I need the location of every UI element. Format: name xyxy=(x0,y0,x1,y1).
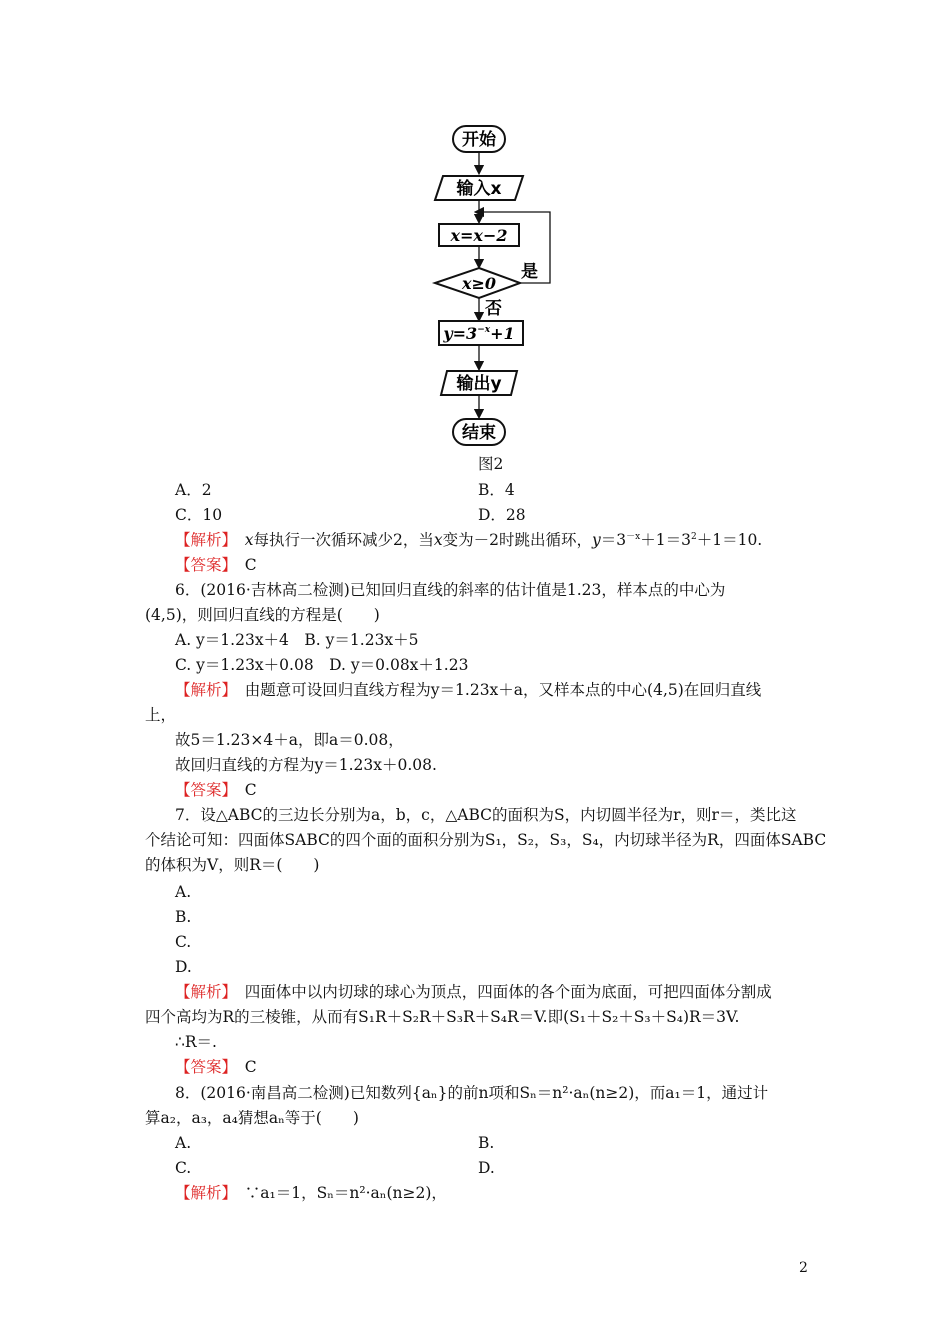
analysis-tag: 【解析】 xyxy=(175,983,230,1001)
q5-option-d: D．28 xyxy=(478,506,526,524)
q7-analysis-line2: 四个高均为R的三棱锥，从而有S₁R＋S₂R＋S₃R＋S₄R＝V.即(S₁＋S₂＋S₃＋S₄)R＝3V. xyxy=(145,1008,740,1026)
q7-stem-line2: 个结论可知：四面体SABC的四个面的面积分别为S₁，S₂，S₃，S₄，内切球半径为R，四面体SABC xyxy=(145,831,827,849)
answer-tag: 【答案】 xyxy=(175,556,230,574)
q5-option-a: A．2 xyxy=(175,481,212,499)
q8-analysis-line1: 【解析】 ∵a₁＝1，Sₙ＝n²·aₙ(n≥2)， xyxy=(175,1184,447,1202)
q7-analysis-line1: 【解析】 四面体中以内切球的球心为顶点，四面体的各个面为底面，可把四面体分割成 xyxy=(175,983,772,1001)
end-label: 结束 xyxy=(462,423,496,443)
q7-option-a: A. xyxy=(175,883,192,901)
figure-caption: 图2 xyxy=(478,455,504,473)
q6-options-ab: A. y＝1.23x＋4 B. y＝1.23x＋5 xyxy=(175,631,419,649)
q7-analysis-line3: ∴R＝. xyxy=(175,1033,217,1051)
formula-label: $y=3^{-x}+1$ xyxy=(443,324,515,343)
q6-analysis-line4: 故回归直线的方程为y＝1.23x＋0.08. xyxy=(175,756,437,774)
q5-option-c: C．10 xyxy=(175,506,223,524)
q7-stem-line3: 的体积为V，则R＝( ) xyxy=(145,856,320,874)
yes-label: 是 xyxy=(521,262,538,282)
q8-option-b: B. xyxy=(478,1134,495,1152)
process-label: x=x−2 xyxy=(450,226,508,245)
answer-tag: 【答案】 xyxy=(175,1058,230,1076)
q7-stem-line1: 7．设△ABC的三边长分别为a，b，c，△ABC的面积为S，内切圆半径为r，则r＝，类比这 xyxy=(175,806,797,824)
q8-stem-line1: 8．(2016·南昌高二检测)已知数列{aₙ}的前n项和Sₙ＝n²·aₙ(n≥2)，而a₁＝1，通过计 xyxy=(175,1084,769,1102)
q6-analysis-line1: 【解析】 由题意可设回归直线方程为y＝1.23x＋a，又样本点的中心(4,5)在回归直线 xyxy=(175,681,762,699)
analysis-tag: 【解析】 xyxy=(175,681,230,699)
q6-stem-line2: (4,5)，则回归直线的方程是( ) xyxy=(145,606,380,624)
page-number: 2 xyxy=(799,1260,808,1276)
q7-option-d: D. xyxy=(175,958,192,976)
flowchart xyxy=(425,118,565,453)
q6-answer: 【答案】 C xyxy=(175,781,257,799)
input-label: 输入x xyxy=(456,179,502,199)
q6-analysis-line2: 上， xyxy=(145,706,177,724)
q8-option-d: D. xyxy=(478,1159,495,1177)
no-label: 否 xyxy=(485,299,502,319)
q6-options-cd: C. y＝1.23x＋0.08 D. y＝0.08x＋1.23 xyxy=(175,656,469,674)
analysis-tag: 【解析】 xyxy=(175,531,230,549)
q7-option-c: C. xyxy=(175,933,192,951)
q8-option-a: A. xyxy=(175,1134,192,1152)
q5-answer: 【答案】 C xyxy=(175,556,257,574)
q5-analysis: 【解析】 x每执行一次循环减少2，当x变为－2时跳出循环，$y=3^{-x}+1=3^2+1=10$. xyxy=(175,531,763,549)
q8-stem-line2: 算a₂，a₃，a₄猜想aₙ等于( ) xyxy=(145,1109,359,1127)
q7-option-b: B. xyxy=(175,908,192,926)
analysis-tag: 【解析】 xyxy=(175,1184,230,1202)
decision-label: x≥0 xyxy=(461,274,497,293)
start-label: 开始 xyxy=(462,130,496,150)
q6-stem-line1: 6．(2016·吉林高二检测)已知回归直线的斜率的估计值是1.23，样本点的中心为 xyxy=(175,581,726,599)
q8-option-c: C. xyxy=(175,1159,192,1177)
answer-tag: 【答案】 xyxy=(175,781,230,799)
q7-answer: 【答案】 C xyxy=(175,1058,257,1076)
q5-option-b: B．4 xyxy=(478,481,515,499)
output-label: 输出y xyxy=(456,374,502,394)
q6-analysis-line3: 故5＝1.23×4＋a，即a＝0.08， xyxy=(175,731,404,749)
